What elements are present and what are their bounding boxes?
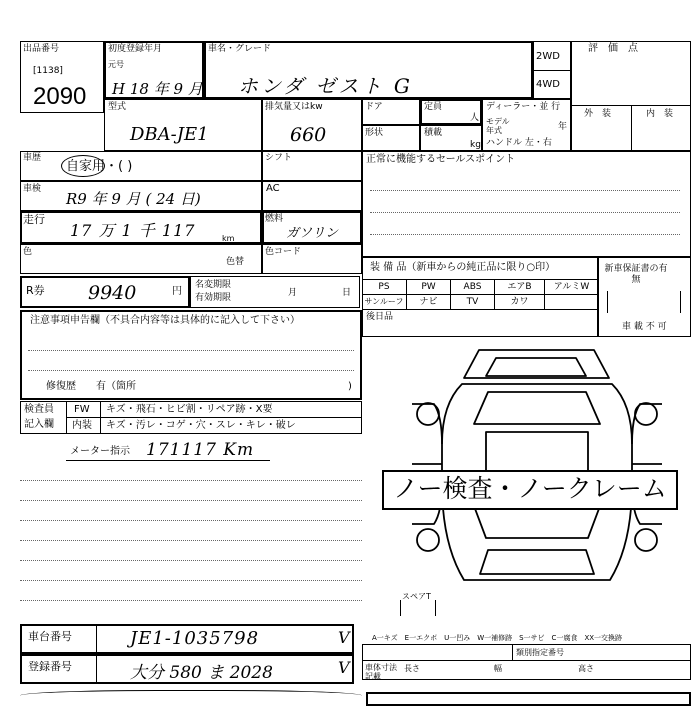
model-year-label: モデル年式: [486, 117, 510, 135]
mileage-label: 走行: [23, 213, 45, 226]
mileage-value: 17 万 1 千 117: [70, 221, 196, 240]
exterior-label: 外 装: [584, 109, 612, 119]
equipment-row-2: [362, 295, 598, 309]
fuel-label: 燃料: [265, 214, 284, 224]
selling-points-label: 正常に機能するセールスポイント: [366, 154, 516, 165]
equipment-item: ABS: [451, 280, 495, 294]
recycle-unit: 円: [172, 286, 182, 297]
model-label: 型式: [108, 102, 127, 112]
warranty-bracket: [607, 291, 681, 313]
year-unit: 年: [558, 122, 568, 132]
car-diagram: [404, 344, 670, 590]
shift-label: シフト: [265, 153, 293, 163]
color-code-label: 色コード: [265, 247, 302, 257]
validity-label: 有効期限: [195, 293, 232, 303]
load-unit: kg: [470, 140, 481, 150]
chassis-check: V: [338, 628, 350, 647]
use-label: 車歴: [23, 153, 42, 163]
bottom-arc: [20, 690, 362, 704]
name-grade-label: 車名・グレード: [208, 44, 272, 54]
spare-bracket: [400, 600, 436, 616]
chassis-value: JE1-1035798: [130, 628, 260, 649]
displacement-value: 660: [290, 124, 327, 146]
selling-points-box: [362, 151, 691, 257]
equipment-item: カワ: [495, 295, 545, 309]
lot-number: 2090: [33, 83, 87, 110]
inspector-row1-text: キズ・飛石・ヒビ割・リペア跡・X要: [106, 404, 273, 415]
first-reg-label: 初度登録年月: [108, 44, 163, 54]
equipment-item: アルミW: [553, 282, 590, 292]
color-label: 色: [23, 247, 33, 257]
inspector-label-1: 検査員: [24, 404, 54, 415]
recycle-label: R券: [26, 284, 45, 297]
use-value: 自家用・( ): [66, 159, 133, 174]
inspection-label: 車検: [23, 184, 42, 194]
warranty-label: 新車保証書の有無: [604, 264, 668, 285]
name-grade-value: ホンダ ゼスト G: [238, 74, 413, 98]
day-label: 日: [342, 288, 352, 298]
inspector-row2-cat: 内装: [72, 420, 92, 431]
equipment-item: サンルーフ: [362, 295, 407, 309]
inspector-label-2: 記入欄: [24, 419, 54, 430]
shape-label: 形状: [365, 128, 384, 138]
fourwd-label: 4WD: [536, 79, 560, 90]
equipment-label: 装 備 品（新車からの純正品に限り○印）: [370, 262, 556, 273]
recycle-value: 9940: [88, 282, 137, 304]
repair-label: 修復歴 有（箇所: [46, 381, 136, 392]
capacity-label: 定員: [424, 102, 443, 112]
use-box: [20, 151, 262, 181]
first-reg-value: H 18 年 9 月: [112, 80, 203, 98]
inspector-row1-cat: FW: [74, 404, 90, 415]
transfer-label: 名変期限: [195, 280, 232, 290]
meter-label: メーター指示: [70, 446, 130, 457]
inspection-value: R9 年 9 月 ( 24 日): [66, 190, 201, 208]
equipment-item: エアB: [495, 280, 545, 294]
width-label: 幅: [494, 664, 502, 673]
twowd-label: 2WD: [536, 51, 560, 62]
repair-close: ): [348, 381, 352, 392]
cert-label: 類別指定番号: [516, 648, 564, 657]
aftermarket-label: 後日品: [366, 312, 394, 322]
registration-check: V: [338, 658, 350, 677]
equipment-item: TV: [451, 295, 495, 309]
spare-label: スペアT: [402, 592, 431, 601]
gannen-label: 元号: [108, 60, 124, 69]
no-inspection-stamp: ノー検査・ノークレーム: [382, 470, 678, 510]
capacity-unit: 人: [470, 113, 480, 123]
mileage-unit: km: [222, 234, 235, 243]
dims-label: 車体寸法記載: [365, 663, 397, 681]
displacement-label: 排気量又はkw: [265, 102, 323, 112]
height-label: 高さ: [578, 664, 594, 673]
load-label: 積載: [424, 128, 443, 138]
unused-label: 車 載 不 可: [622, 322, 667, 332]
chassis-label: 車台番号: [28, 630, 72, 643]
equipment-item: PW: [407, 280, 451, 294]
interior-label: 内 装: [646, 109, 674, 119]
lot-label: 出品番号: [23, 44, 60, 54]
shift-value: AC: [266, 183, 280, 194]
model-value: DBA-JE1: [130, 124, 209, 145]
bottom-box: [366, 692, 691, 706]
equipment-item: PS: [362, 280, 407, 294]
notes-label: 注意事項申告欄（不具合内容等は具体的に記入して下さい）: [30, 315, 300, 326]
inspector-row2-text: キズ・汚レ・コゲ・穴・スレ・キレ・破レ: [106, 420, 296, 431]
score-label: 評 価 点: [588, 43, 638, 54]
damage-legend: A一キズ E一エクボ U一凹み W一補修跡 S一サビ C一腐食 XX一交換跡: [372, 634, 623, 642]
dealer-label: ディーラー・並 行: [486, 102, 561, 112]
lot-code: [1138]: [33, 66, 63, 76]
equipment-item: ナビ: [407, 295, 451, 309]
repaint-label: 色替: [226, 257, 245, 267]
handle-label: ハンドル 左・右: [486, 138, 552, 148]
meter-value: 171117 Km: [146, 440, 255, 460]
equipment-row-1: [362, 280, 598, 294]
length-label: 長さ: [404, 664, 420, 673]
registration-label: 登録番号: [28, 660, 72, 673]
month-label: 月: [288, 288, 298, 298]
door-label: ドア: [365, 102, 383, 112]
registration-value: 大分 580 ま 2028: [130, 663, 273, 683]
fuel-value: ガソリン: [286, 226, 339, 241]
